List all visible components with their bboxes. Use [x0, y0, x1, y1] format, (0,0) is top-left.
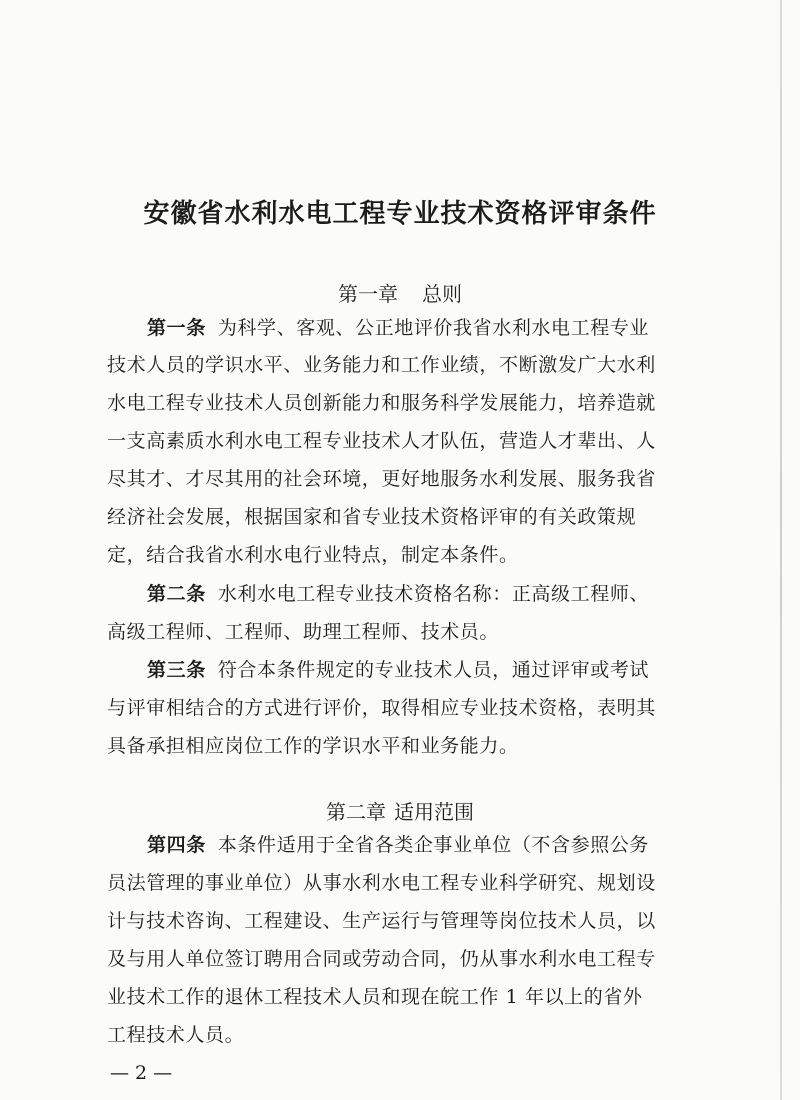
article-3-line-2: 与评审相结合的方式进行评价，取得相应专业技术资格，表明其 — [107, 697, 656, 719]
chapter-1-name: 总则 — [422, 282, 462, 306]
page-number: — 2 — — [110, 1062, 173, 1084]
article-3-label: 第三条 — [147, 659, 206, 681]
article-1-line-1: 第一条 为科学、客观、公正地评价我省水利水电工程专业 — [147, 317, 650, 339]
article-1-line-7: 定，结合我省水利水电行业特点，制定本条件。 — [107, 544, 519, 566]
article-2-label: 第二条 — [147, 583, 206, 605]
chapter-2-heading — [0, 796, 800, 825]
article-1-line-2: 技术人员的学识水平、业务能力和工作业绩，不断激发广大水利 — [107, 354, 656, 376]
article-1-line-5: 尽其才、才尽其用的社会环境，更好地服务水利发展、服务我省 — [107, 468, 656, 490]
article-4-line-3: 计与技术咨询、工程建设、生产运行与管理等岗位技术人员，以 — [107, 910, 656, 932]
article-2-line-2: 高级工程师、工程师、助理工程师、技术员。 — [107, 621, 500, 643]
article-1-line-3: 水电工程专业技术人员创新能力和服务科学发展能力，培养造就 — [107, 392, 656, 414]
article-4-line-4: 及与用人单位签订聘用合同或劳动合同，仍从事水利水电工程专 — [107, 948, 656, 970]
chapter-1-heading — [0, 278, 800, 307]
article-3-line-3: 具备承担相应岗位工作的学识水平和业务能力。 — [107, 735, 519, 757]
article-2-line-1: 第二条 水利水电工程专业技术资格名称：正高级工程师、 — [147, 583, 650, 605]
chapter-2-number: 第二章 — [326, 800, 386, 824]
chapter-1-number: 第一章 — [338, 282, 398, 306]
article-4-line-1: 第四条 本条件适用于全省各类企事业单位（不含参照公务 — [147, 834, 650, 856]
article-1-line-6: 经济社会发展，根据国家和省专业技术资格评审的有关政策规 — [107, 506, 637, 528]
chapter-2-name: 适用范围 — [394, 800, 474, 824]
document-title: 安徽省水利水电工程专业技术资格评审条件 — [143, 199, 657, 229]
article-3-line-1: 第三条 符合本条件规定的专业技术人员，通过评审或考试 — [147, 659, 650, 681]
article-4-label: 第四条 — [147, 834, 206, 856]
article-4-line-2: 员法管理的事业单位）从事水利水电工程专业科学研究、规划设 — [107, 872, 656, 894]
article-4-line-6: 工程技术人员。 — [107, 1024, 245, 1046]
article-1-label: 第一条 — [147, 317, 206, 339]
article-1-line-4: 一支高素质水利水电工程专业技术人才队伍，营造人才辈出、人 — [107, 430, 656, 452]
article-4-line-5: 业技术工作的退休工程技术人员和现在皖工作 1 年以上的省外 — [107, 986, 643, 1008]
